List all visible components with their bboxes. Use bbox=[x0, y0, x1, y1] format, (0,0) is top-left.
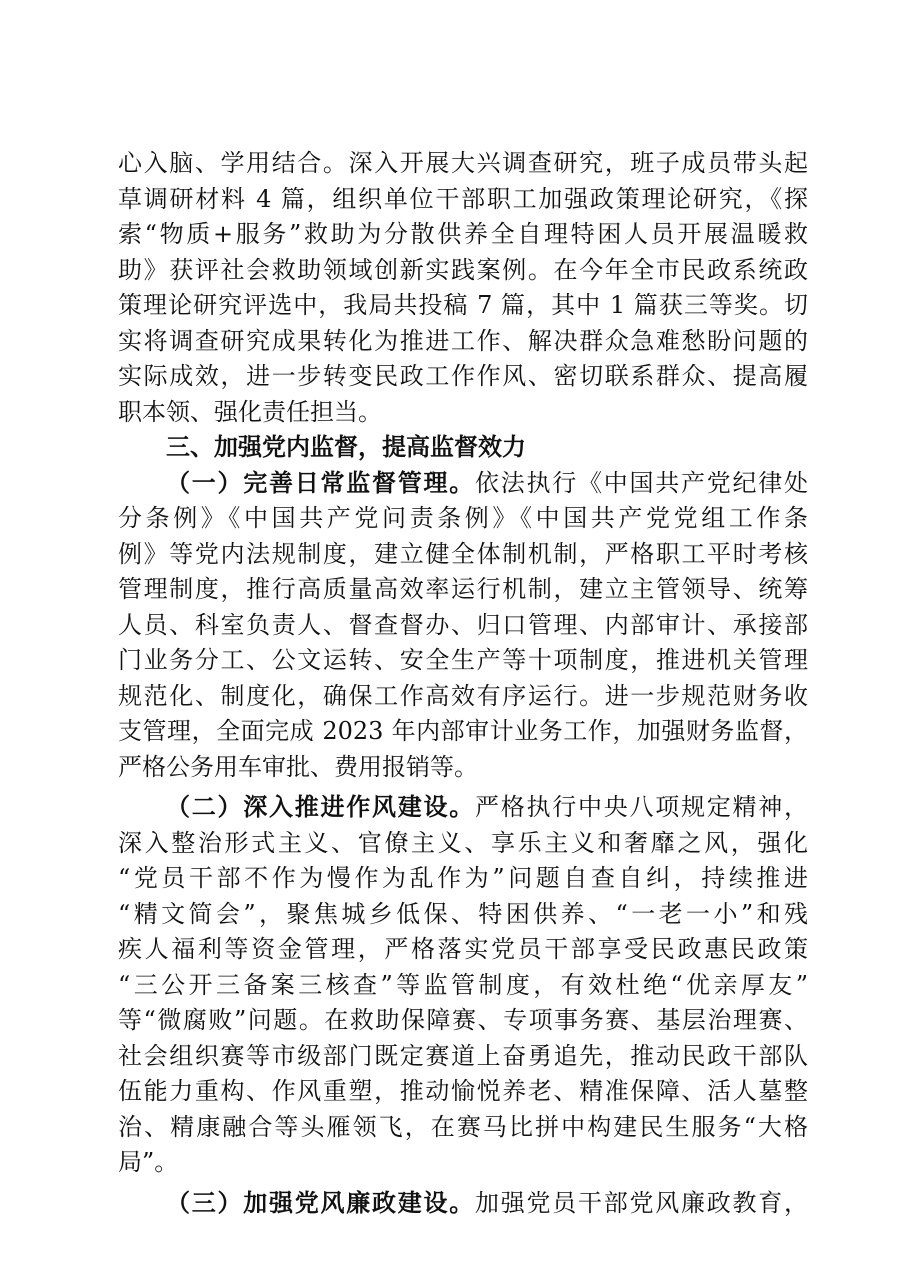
text-line: 人员、科室负责人、督查督办、归口管理、内部审计、承接部 bbox=[118, 610, 808, 639]
text-line: 心入脑、学用结合。深入开展大兴调查研究，班子成员带头起 bbox=[118, 149, 808, 177]
text-line: “三公开三备案三核查”等监管制度，有效杜绝“优亲厚友” bbox=[118, 970, 808, 999]
text-line: 严格公务用车审批、费用报销等。 bbox=[118, 752, 478, 781]
text-line: 助》获评社会救助领域创新实践案例。在今年全市民政系统政 bbox=[118, 255, 808, 284]
paragraph-integrity bbox=[118, 1186, 808, 1222]
text-line: 实际成效，进一步转变民政工作作风、密切联系群众、提高履 bbox=[118, 362, 808, 390]
text-line: 实将调查研究成果转化为推进工作、解决群众急难愁盼问题的 bbox=[118, 326, 808, 355]
paragraph-work-style bbox=[118, 790, 808, 1181]
text-line: “党员干部不作为慢作为乱作为”问题自查自纠，持续推进 bbox=[118, 864, 808, 892]
text-line: 社会组织赛等市级部门既定赛道上奋勇追先，推动民政干部队 bbox=[118, 1041, 808, 1070]
text-line: 治、精康融合等头雁领飞，在赛马比拼中构建民生服务“大格 bbox=[118, 1112, 808, 1141]
text-run: 严格执行中央八项规定精神， bbox=[475, 793, 808, 821]
text-line: 深入整治形式主义、官僚主义、享乐主义和奢靡之风，强化 bbox=[118, 828, 808, 857]
text-line: 策理论研究评选中，我局共投稿 7 篇，其中 1 篇获三等奖。切 bbox=[118, 291, 808, 319]
text-line: 规范化、制度化，确保工作高效有序运行。进一步规范财务收 bbox=[118, 681, 808, 710]
text-line: 草调研材料 4 篇，组织单位干部职工加强政策理论研究，《探 bbox=[118, 184, 808, 213]
paragraph-first-line bbox=[118, 466, 808, 502]
text-line: 支管理，全面完成 2023 年内部审计业务工作，加强财务监督， bbox=[118, 717, 808, 745]
text-line: 伍能力重构、作风重塑，推动愉悦养老、精准保障、活人墓整 bbox=[118, 1077, 808, 1105]
paragraph-research bbox=[118, 146, 808, 430]
text-line: 索“物质+服务”救助为分散供养全自理特困人员开展温暖救 bbox=[118, 220, 808, 248]
text-run: 加强党员干部党风廉政教育， bbox=[475, 1188, 808, 1217]
document-body bbox=[118, 146, 808, 1221]
text-line: 疾人福利等资金管理，严格落实党员干部享受民政惠民政策 bbox=[118, 935, 808, 963]
text-line: 例》等党内法规制度，建立健全体制机制，严格职工平时考核 bbox=[118, 539, 808, 568]
text-line: “精文简会”，聚焦城乡低保、特困供养、“一老一小”和残 bbox=[118, 899, 808, 928]
text-line: 管理制度，推行高质量高效率运行机制，建立主管领导、统筹 bbox=[118, 575, 808, 603]
text-line: 分条例》《中国共产党问责条例》《中国共产党党组工作条 bbox=[118, 504, 808, 532]
text-run: 依法执行《中国共产党纪律处 bbox=[475, 468, 808, 497]
paragraph-first-line bbox=[118, 790, 808, 826]
subsection-title: （三）加强党风廉政建设。 bbox=[166, 1188, 475, 1217]
paragraph-first-line bbox=[118, 1186, 808, 1222]
paragraph-daily-supervision bbox=[118, 466, 808, 786]
text-line: 职本领、强化责任担当。 bbox=[118, 397, 382, 426]
text-line: 局”。 bbox=[118, 1148, 179, 1176]
text-line: 等“微腐败”问题。在救助保障赛、专项事务赛、基层治理赛、 bbox=[118, 1006, 808, 1034]
subsection-title: （二）深入推进作风建设。 bbox=[166, 793, 475, 821]
section-heading: 三、加强党内监督，提高监督效力 bbox=[166, 433, 526, 461]
subsection-title: （一）完善日常监督管理。 bbox=[166, 468, 475, 497]
text-line: 门业务分工、公文运转、安全生产等十项制度，推进机关管理 bbox=[118, 646, 808, 674]
